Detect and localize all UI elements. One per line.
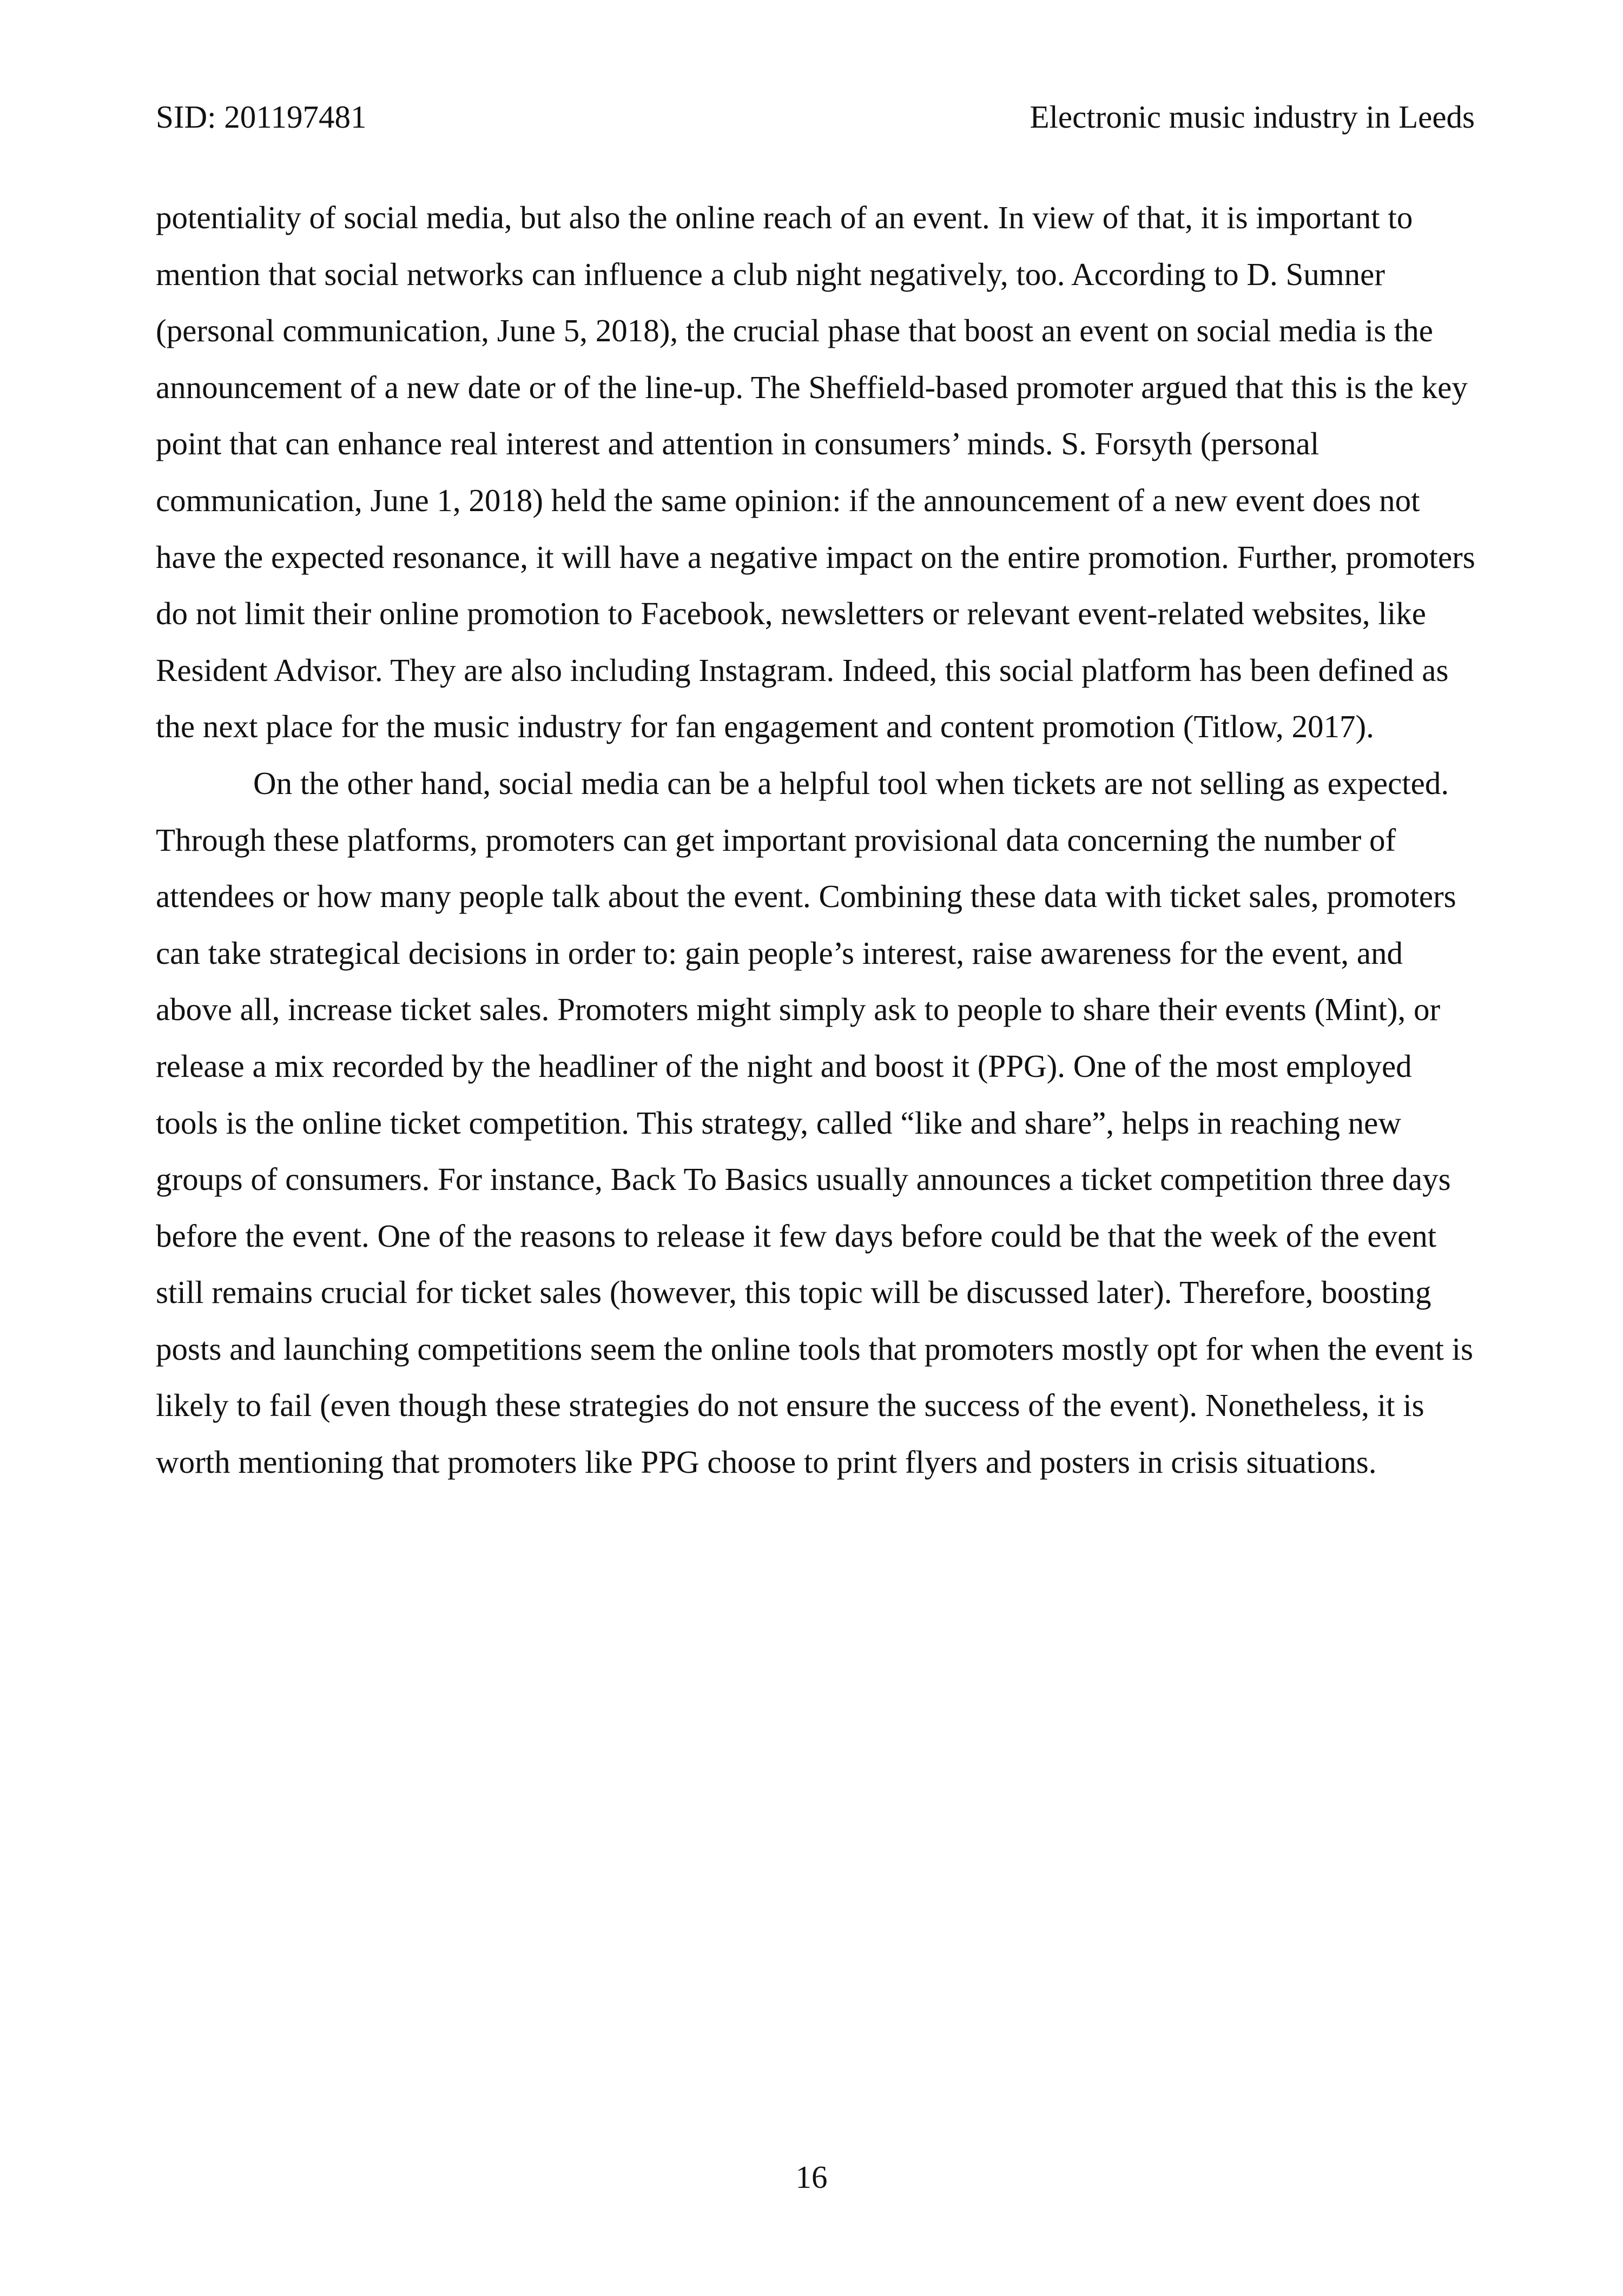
paragraph-social-media-tools: On the other hand, social media can be a helpful tool when tickets are not selling as expected. Through these platforms, promoters can get important provisional data concerning the number of attendees or how many people talk about the event. Combining these data with ticket sales, promoters can take strategical decisions in order to: gain people’s interest, raise awareness for the event, and above all, increase ticket sales. Promoters might simply ask to people to share their events (Mint), or release a mix recorded by the headliner of the night and boost it (PPG). One of the most employed tools is the online ticket competition. This strategy, called “like and share”, helps in reaching new groups of consumers. For instance, Back To Basics usually announces a ticket competition three days before the event. One of the reasons to release it few days before could be that the week of the event still remains crucial for ticket sales (however, this topic will be discussed later). Therefore, boosting posts and launching competitions seem the online tools that promoters mostly opt for when the event is likely to fail (even though these strategies do not ensure the success of the event). Nonetheless, it is worth mentioning that promoters like PPG choose to print flyers and posters in crisis situations.: [156, 765, 1473, 1480]
page-number: 16: [795, 2159, 828, 2195]
body-text: [156, 189, 1480, 1491]
paragraph-continued: potentiality of social media, but also the online reach of an event. In view of that, it is important to mention that social networks can influence a club night negatively, too. According to D. Sumner (personal communication, June 5, 2018), the crucial phase that boost an event on social media is the announcement of a new date or of the line-up. The Sheffield-based promoter argued that this is the key point that can enhance real interest and attention in consumers’ minds. S. Forsyth (personal communication, June 1, 2018) held the same opinion: if the announcement of a new event does not have the expected resonance, it will have a negative impact on the entire promotion. Further, promoters do not limit their online promotion to Facebook, newsletters or relevant event-related websites, like Resident Advisor. They are also including Instagram. Indeed, this social platform has been defined as the next place for the music industry for fan engagement and content promotion (Titlow, 2017).: [156, 200, 1475, 745]
document-title-header: Electronic music industry in Leeds: [1030, 99, 1475, 135]
running-header: [156, 95, 1475, 138]
student-id-header: SID: 201197481: [156, 99, 367, 135]
